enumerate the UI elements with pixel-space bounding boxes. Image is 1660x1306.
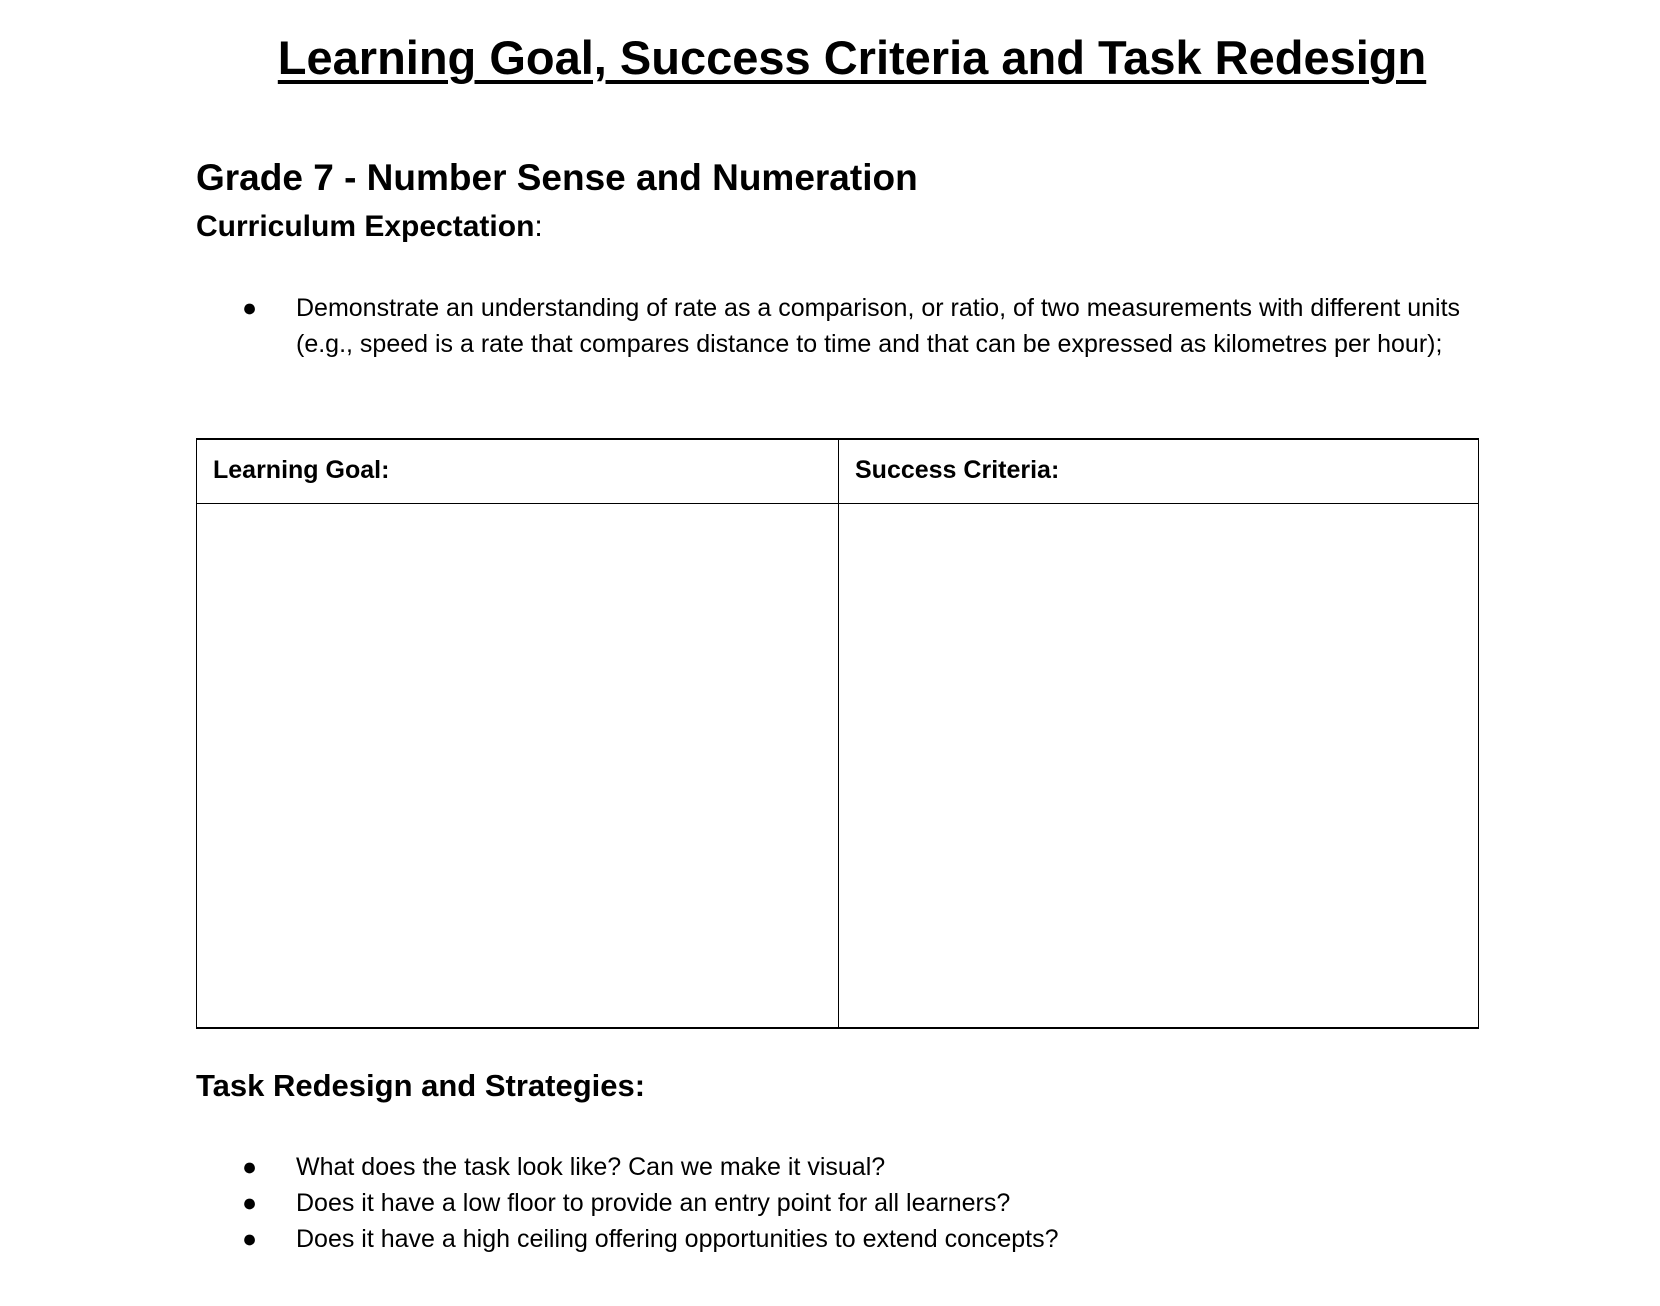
curriculum-heading	[196, 210, 543, 244]
bullet-icon: ●	[242, 1225, 258, 1253]
question-list	[196, 1149, 1059, 1257]
curriculum-label: Curriculum Expectation	[196, 210, 535, 243]
learning-goal-cell[interactable]	[197, 504, 838, 1027]
list-item	[196, 1149, 1059, 1185]
question-text: What does the task look like? Can we make it visual?	[296, 1153, 886, 1181]
learning-goal-header: Learning Goal:	[197, 440, 838, 504]
bullet-icon: ●	[242, 1153, 258, 1181]
learning-goal-column	[197, 440, 839, 1027]
task-redesign-heading: Task Redesign and Strategies:	[196, 1068, 646, 1103]
curriculum-colon: :	[534, 210, 543, 243]
question-text: Does it have a low floor to provide an entry point for all learners?	[296, 1189, 1011, 1217]
list-item	[196, 290, 1466, 362]
grade-heading: Grade 7 - Number Sense and Numeration	[196, 157, 918, 198]
expectation-text: Demonstrate an understanding of rate as a comparison, or ratio, of two measurements with different units (e.g., speed is a rate that compares distance to time and that can be expressed as kilometres per hour);	[296, 294, 1461, 358]
success-criteria-column	[839, 440, 1478, 1027]
list-item	[196, 1221, 1059, 1257]
success-criteria-cell[interactable]	[839, 504, 1478, 1027]
bullet-icon: ●	[242, 294, 258, 322]
goal-criteria-table	[196, 438, 1479, 1029]
list-item	[196, 1185, 1059, 1221]
success-criteria-header: Success Criteria:	[839, 440, 1478, 504]
document-title: Learning Goal, Success Criteria and Task Redesign	[277, 31, 1427, 84]
expectation-list	[196, 290, 1466, 362]
bullet-icon: ●	[242, 1189, 258, 1217]
question-text: Does it have a high ceiling offering opportunities to extend concepts?	[296, 1225, 1059, 1253]
